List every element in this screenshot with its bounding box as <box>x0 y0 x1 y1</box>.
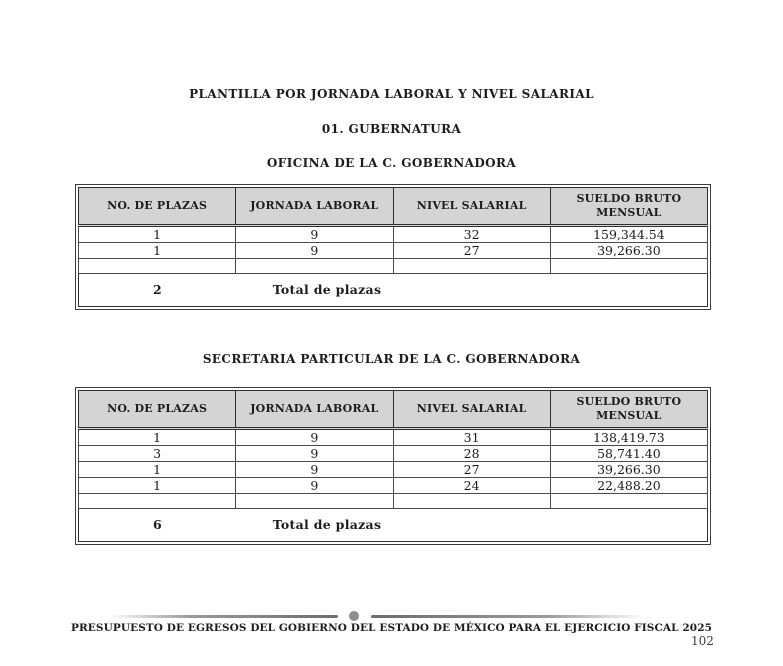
table-header-row <box>79 391 708 429</box>
footer-separator-dot-icon <box>349 611 359 621</box>
cell-sueldo: 58,741.40 <box>550 446 707 462</box>
table-row <box>79 429 708 446</box>
page-number: 102 <box>691 634 714 648</box>
section-heading-oficina: OFICINA DE LA C. GOBERNADORA <box>266 156 517 170</box>
cell-jornada: 9 <box>236 462 393 478</box>
col-header-jornada-laboral: JORNADA LABORAL <box>236 391 393 429</box>
cell-sueldo: 39,266.30 <box>550 462 707 478</box>
cell-plazas: 1 <box>79 243 236 259</box>
table-row <box>79 243 708 259</box>
cell-jornada: 9 <box>236 429 393 446</box>
table-total-row <box>79 509 708 542</box>
cell-plazas: 1 <box>79 226 236 243</box>
table-empty-row <box>79 494 708 509</box>
cell-sueldo: 159,344.54 <box>550 226 707 243</box>
plazas-table-secretaria <box>75 387 711 545</box>
document-subtitle: 01. GUBERNATURA <box>321 122 462 136</box>
cell-nivel: 31 <box>393 429 550 446</box>
cell-nivel: 24 <box>393 478 550 494</box>
footer-separator-right <box>371 615 641 618</box>
cell-jornada: 9 <box>236 446 393 462</box>
col-header-jornada-laboral: JORNADA LABORAL <box>236 188 393 226</box>
table-header-row <box>79 188 708 226</box>
col-header-nivel-salarial: NIVEL SALARIAL <box>393 188 550 226</box>
col-header-sueldo-bruto-mensual: SUELDO BRUTO MENSUAL <box>550 188 707 226</box>
cell-plazas: 3 <box>79 446 236 462</box>
total-plazas-value: 6 <box>79 509 236 542</box>
cell-plazas: 1 <box>79 429 236 446</box>
cell-jornada: 9 <box>236 478 393 494</box>
cell-nivel: 27 <box>393 462 550 478</box>
cell-plazas: 1 <box>79 478 236 494</box>
plazas-table <box>78 187 708 307</box>
table-empty-row <box>79 259 708 274</box>
document-title: PLANTILLA POR JORNADA LABORAL Y NIVEL SALARIAL <box>189 87 594 101</box>
total-plazas-label: Total de plazas <box>236 509 708 542</box>
document-footer: PRESUPUESTO DE EGRESOS DEL GOBIERNO DEL ESTADO DE MÉXICO PARA EL EJERCICIO FISCAL 2025 <box>70 622 713 634</box>
cell-nivel: 32 <box>393 226 550 243</box>
table-row <box>79 226 708 243</box>
col-header-nivel-salarial: NIVEL SALARIAL <box>393 391 550 429</box>
table-total-row <box>79 274 708 307</box>
plazas-table-oficina <box>75 184 711 310</box>
table-row <box>79 446 708 462</box>
cell-nivel: 28 <box>393 446 550 462</box>
cell-sueldo: 138,419.73 <box>550 429 707 446</box>
cell-jornada: 9 <box>236 243 393 259</box>
cell-nivel: 27 <box>393 243 550 259</box>
cell-sueldo: 22,488.20 <box>550 478 707 494</box>
cell-plazas: 1 <box>79 462 236 478</box>
total-plazas-value: 2 <box>79 274 236 307</box>
col-header-no-de-plazas: NO. DE PLAZAS <box>79 391 236 429</box>
col-header-sueldo-bruto-mensual: SUELDO BRUTO MENSUAL <box>550 391 707 429</box>
section-heading-secretaria: SECRETARIA PARTICULAR DE LA C. GOBERNADORA <box>202 352 581 366</box>
table-row <box>79 462 708 478</box>
plazas-table <box>78 390 708 542</box>
footer-separator-left <box>112 615 338 618</box>
total-plazas-label: Total de plazas <box>236 274 708 307</box>
cell-jornada: 9 <box>236 226 393 243</box>
col-header-no-de-plazas: NO. DE PLAZAS <box>79 188 236 226</box>
table-row <box>79 478 708 494</box>
cell-sueldo: 39,266.30 <box>550 243 707 259</box>
